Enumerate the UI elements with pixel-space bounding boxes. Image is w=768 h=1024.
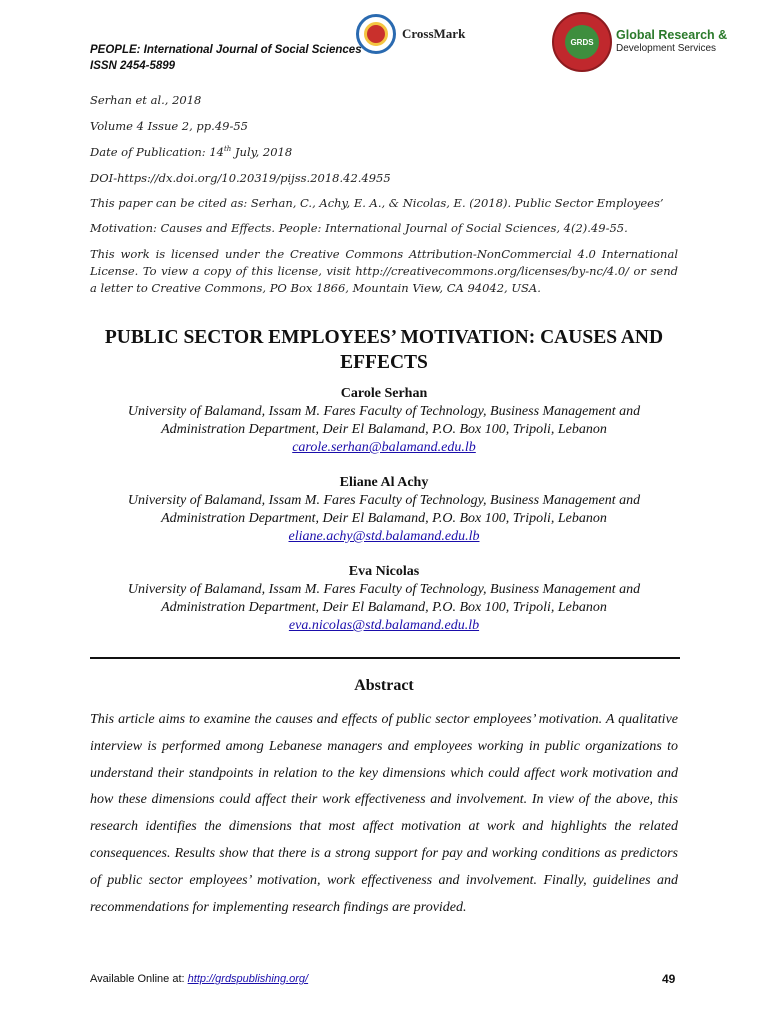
author-block [90, 474, 678, 546]
publisher-name-line2: Development Services [616, 43, 717, 54]
author-affiliation: Administration Department, Deir El Balamand, P.O. Box 100, Tripoli, Lebanon [161, 511, 607, 526]
author-affiliation: Administration Department, Deir El Balamand, P.O. Box 100, Tripoli, Lebanon [161, 600, 607, 615]
author-email-link[interactable]: eva.nicolas@std.balamand.edu.lb [288, 618, 480, 633]
crossmark-label: CrossMark [402, 26, 466, 41]
author-email-link[interactable]: eliane.achy@std.balamand.edu.lb [288, 529, 480, 544]
author-block [90, 385, 678, 457]
author-affiliation: University of Balamand, Issam M. Fares Faculty of Technology, Business Management and [127, 404, 641, 419]
citation-line1: This paper can be cited as: Serhan, C., Achy, E. A., & Nicolas, E. (2018). Public Sector Employees’ [90, 196, 664, 210]
journal-header [90, 42, 362, 74]
volume-info: Volume 4 Issue 2, pp.49-55 [90, 119, 248, 133]
grds-seal-icon [552, 12, 612, 72]
available-label: Available Online at: [90, 973, 188, 985]
author-affiliation: Administration Department, Deir El Balamand, P.O. Box 100, Tripoli, Lebanon [161, 422, 607, 437]
abstract-text: This article aims to examine the causes and effects of public sector employees’ motivation. A qualitative interview is performed among Lebanese managers and employees working in public organizations to understand their standpoints in relation to the key dimensions which could affect work motivation and how these dimensions could affect their work effectiveness and involvement. In view of the above, this research identifies the dimensions that most affect motivation at work and highlights the related consequences. Results show that there is a strong support for pay and working conditions as predictors of public sector employees’ motivation, work effectiveness and involvement. Finally, guidelines and recommendations for implementing research findings are provided. [90, 712, 678, 915]
author-block [90, 563, 678, 635]
date-sup: th [223, 145, 232, 154]
publisher-url-link[interactable]: http://grdspublishing.org/ [187, 973, 309, 985]
crossmark-badge[interactable] [356, 14, 465, 54]
journal-issn: ISSN 2454-5899 [90, 60, 176, 72]
citation-line2: Motivation: Causes and Effects. People: International Journal of Social Sciences, 4(2).49-55. [90, 221, 628, 235]
page-number: 49 [662, 972, 676, 986]
abstract-heading: Abstract [354, 677, 414, 694]
license-text: This work is licensed under the Creative Commons Attribution-NonCommercial 4.0 International License. To view a copy of this license, visit http://creativecommons.org/licenses/by-nc/4.0/ or send a letter to Creative Commons, PO Box 1866, Mountain View, CA 94042, USA. [90, 247, 678, 295]
section-divider [90, 657, 680, 659]
author-email-link[interactable]: carole.serhan@balamand.edu.lb [292, 440, 476, 455]
author-affiliation: University of Balamand, Issam M. Fares Faculty of Technology, Business Management and [127, 493, 641, 508]
doi-link[interactable]: DOI-https://dx.doi.org/10.20319/pijss.2018.42.4955 [90, 171, 391, 185]
author-affiliation: University of Balamand, Issam M. Fares Faculty of Technology, Business Management and [127, 582, 641, 597]
paper-title: PUBLIC SECTOR EMPLOYEES’ MOTIVATION: CAUSES AND EFFECTS [104, 327, 664, 373]
footer [90, 973, 308, 985]
author-name: Eva Nicolas [348, 564, 420, 579]
journal-name: PEOPLE: International Journal of Social Sciences [90, 44, 362, 56]
crossmark-icon [356, 14, 396, 54]
authors-short: Serhan et al., 2018 [90, 93, 202, 107]
author-name: Carole Serhan [340, 386, 428, 401]
grds-seal-text: GRDS [565, 25, 599, 59]
date-suffix: July, 2018 [231, 145, 293, 159]
publisher-name-line1: Global Research & [616, 28, 728, 42]
publisher-logo [552, 12, 727, 72]
publication-date [90, 145, 292, 159]
date-prefix: Date of Publication: 14 [90, 145, 224, 159]
author-name: Eliane Al Achy [339, 475, 429, 490]
